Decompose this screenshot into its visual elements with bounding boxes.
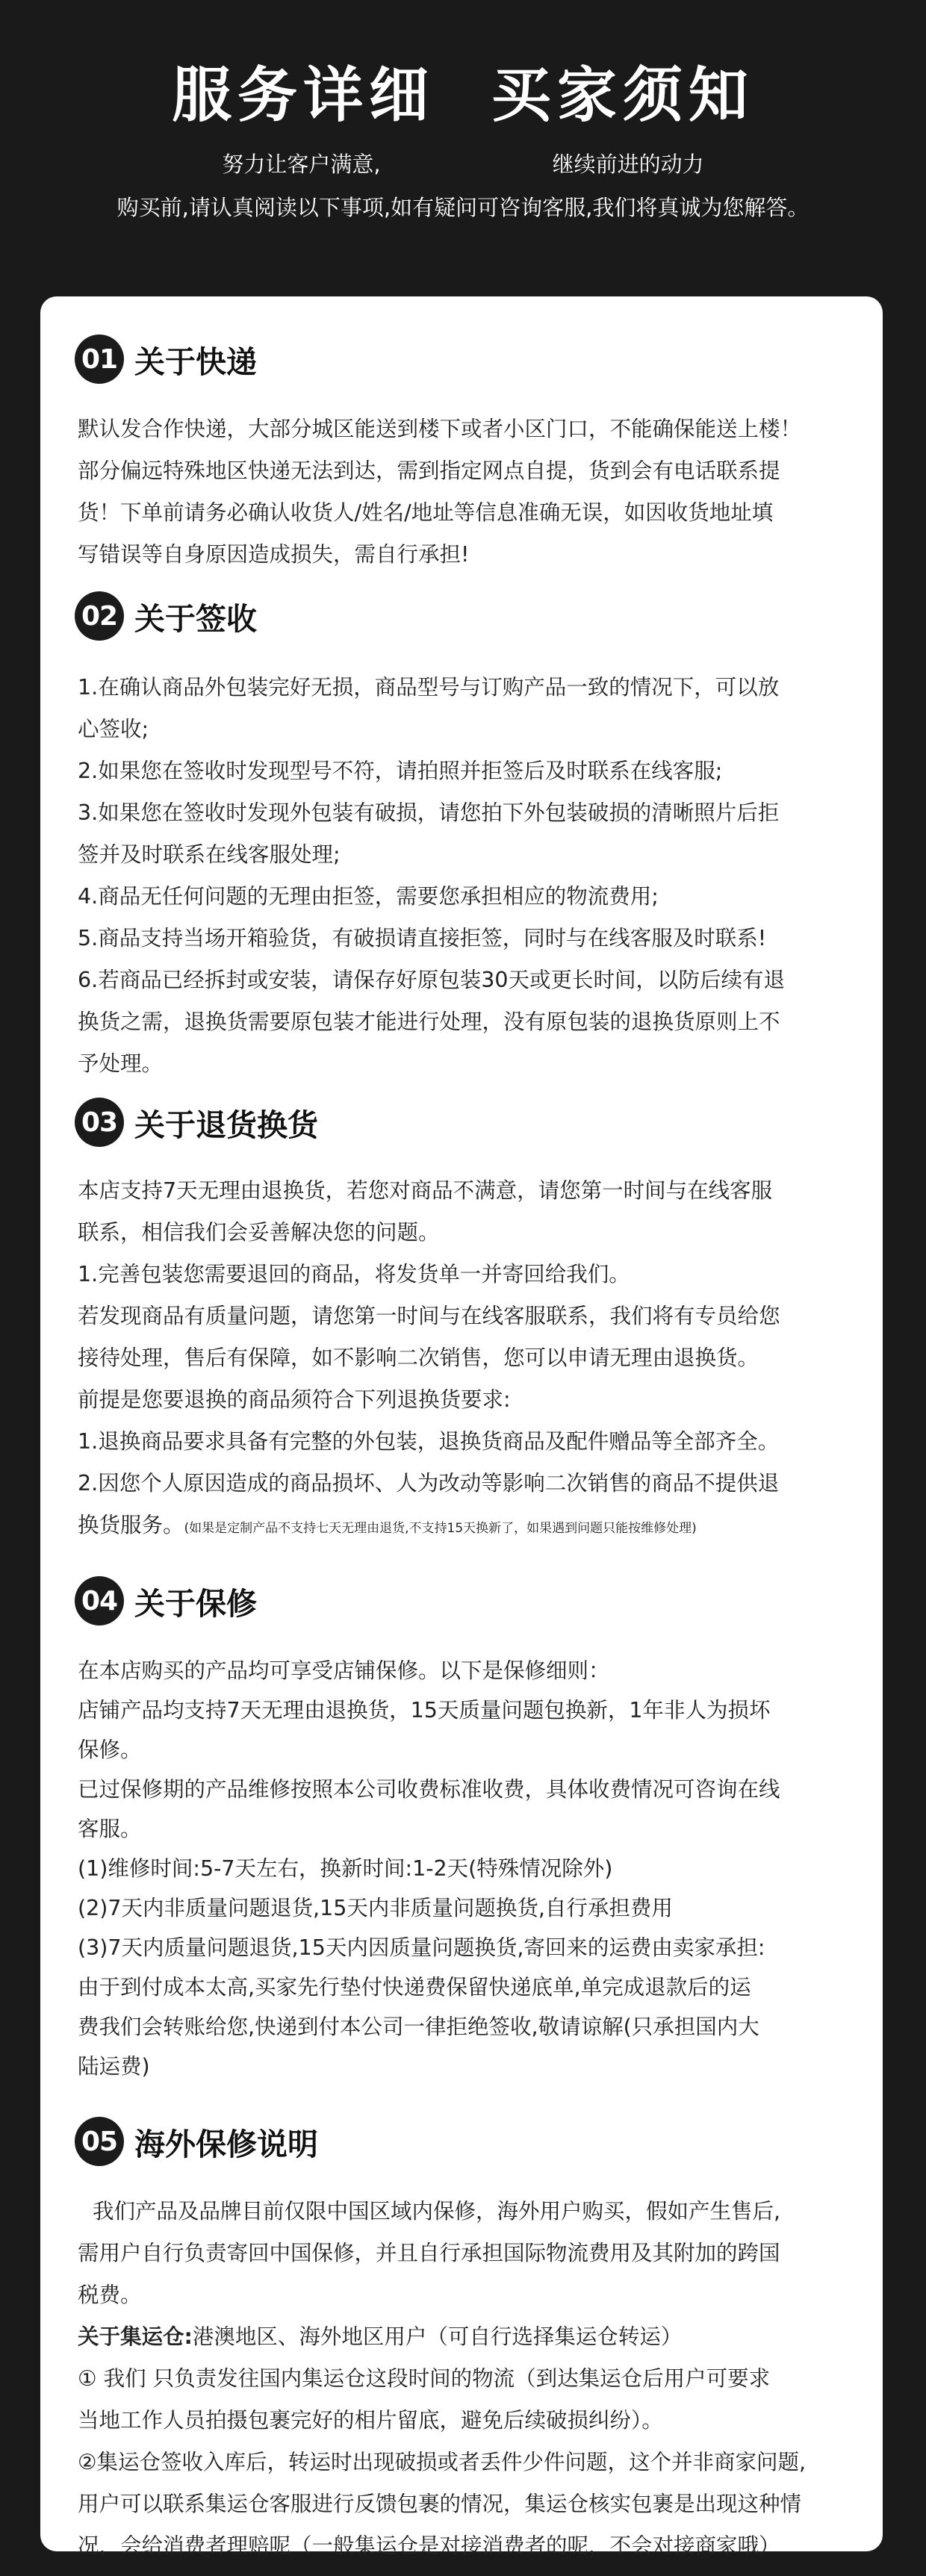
text-line: (2)7天内非质量问题退货,15天内非质量问题换货,自行承担费用 [78,1896,673,1920]
section-body-warranty [78,1651,854,2086]
text-line: 陆运费) [78,2054,150,2079]
text-line: 况，会给消费者理赔呢（一般集运仓是对接消费者的呢，不会对接商家哦） [78,2533,780,2558]
text-line: 1.完善包装您需要退回的商品，将发货单一并寄回给我们。 [78,1262,630,1287]
text-line: 1.在确认商品外包装完好无损，商品型号与订购产品一致的情况下，可以放 [78,675,780,700]
section-heading: 关于退货换货 [134,1107,318,1143]
text-line [78,2316,869,2358]
section-title-overseas [75,2115,318,2168]
text-line-rest: 港澳地区、海外地区用户（可自行选择集运仓转运） [192,2324,683,2349]
text-line: 默认发合作快递，大部分城区能送到楼下或者小区门口，不能确保能送上楼！ [78,417,802,441]
text-line: 需用户自行负责寄回中国保修，并且自行承担国际物流费用及其附加的跨国 [78,2241,780,2265]
text-line: 写错误等自身原因造成损失，需自行承担! [78,542,470,567]
text-line: 换货之需，退换货需要原包装才能进行处理，没有原包装的退换货原则上不 [78,1009,780,1034]
slogan-right: 继续前进的动力 [552,152,704,177]
transit-warehouse-label: 关于集运仓: [78,2324,193,2349]
custom-product-note: (如果是定制产品不支持七天无理由退货,不支持15天换新了，如果遇到问题只能按维修处理) [184,1521,697,1536]
text-line: 在本店购买的产品均可享受店铺保修。以下是保修细则： [78,1658,610,1683]
section-heading: 海外保修说明 [134,2126,318,2162]
text-line: 心签收; [78,717,149,741]
section-title-delivery [75,332,257,386]
text-line: 5.商品支持当场开箱验货，有破损请直接拒签，同时与在线客服及时联系! [78,926,767,951]
text-line: 6.若商品已经拆封或安装，请保存好原包装30天或更长时间，以防后续有退 [78,968,785,992]
text-line: 已过保修期的产品维修按照本公司收费标准收费，具体收费情况可咨询在线 [78,1777,780,1802]
section-number-badge: 05 [75,2117,124,2166]
section-title-returns [75,1095,318,1149]
section-title-signing [75,589,257,643]
section-number-badge: 01 [75,335,124,384]
text-line-end: 换货服务。 [78,1513,184,1537]
section-number-badge: 03 [75,1098,124,1147]
text-line: 税费。 [78,2283,142,2307]
text-line: 货！下单前请务必确认收货人/姓名/地址等信息准确无误，如因收货地址填 [78,500,774,525]
text-line: 店铺产品均支持7天无理由退换货，15天质量问题包换新，1年非人为损坏 [78,1698,771,1723]
header-slogan [0,149,926,179]
text-line: (3)7天内质量问题退货,15天内因质量问题换货,寄回来的运费由卖家承担: [78,1935,765,1960]
section-heading: 关于快递 [134,343,257,380]
text-line: 予处理。 [78,1051,164,1076]
text-line: 2.如果您在签收时发现型号不符，请拍照并拒签后及时联系在线客服; [78,759,723,783]
text-line: 4.商品无任何问题的无理由拒签，需要您承担相应的物流费用; [78,884,659,909]
text-line: (1)维修时间:5-7天左右，换新时间:1-2天(特殊情况除外) [78,1856,613,1881]
section-number-badge: 02 [75,591,124,641]
info-card [40,296,883,2558]
header-notice: 购买前,请认真阅读以下事项,如有疑问可咨询客服,我们将真诚为您解答。 [116,195,810,220]
section-title-warranty [75,1574,257,1628]
text-line: 1.退换商品要求具备有完整的外包装，退换货商品及配件赠品等全部齐全。 [78,1429,780,1454]
text-line: 客服。 [78,1817,142,1841]
text-line: 联系，相信我们会妥善解决您的问题。 [78,1220,440,1245]
section-body-returns [78,1170,854,1549]
section-heading: 关于签收 [134,600,257,637]
text-line: ②集运仓签收入库后，转运时出现破损或者丢件少件问题，这个并非商家问题, [78,2450,807,2474]
text-line: 部分偏远特殊地区快递无法到达，需到指定网点自提，货到会有电话联系提 [78,458,780,483]
text-line: 本店支持7天无理由退换货，若您对商品不满意，请您第一时间与在线客服 [78,1178,773,1203]
text-line: 保修。 [78,1737,142,1762]
text-line: 用户可以联系集运仓客服进行反馈包裹的情况，集运仓核实包裹是出现这种情 [78,2492,802,2516]
page-header [0,0,926,295]
section-body-overseas [78,2191,869,2567]
text-line: 前提是您要退换的商品须符合下列退换货要求: [78,1387,511,1412]
section-heading: 关于保修 [134,1585,257,1622]
slogan-left: 努力让客户满意, [222,152,381,177]
text-line [78,1505,854,1549]
text-line: 3.如果您在签收时发现外包装有破损，请您拍下外包装破损的清晰照片后拒 [78,800,780,825]
text-line: 签并及时联系在线客服处理; [78,842,341,867]
page-title: 服务详细 买家须知 [172,60,754,130]
text-line: 我们产品及品牌目前仅限中国区域内保修，海外用户购买，假如产生售后, [93,2199,781,2224]
text-line: 接待处理，售后有保障，如不影响二次销售，您可以申请无理由退换货。 [78,1345,759,1370]
text-line: 当地工作人员拍摄包裹完好的相片留底，避免后续破损纠纷）。 [78,2408,663,2433]
section-body-signing [78,667,854,1085]
text-line: 若发现商品有质量问题，请您第一时间与在线客服联系，我们将有专员给您 [78,1304,780,1328]
text-line: 由于到付成本太高,买家先行垫付快递费保留快递底单,单完成退款后的运 [78,1975,751,2000]
section-number-badge: 04 [75,1576,124,1625]
text-line: ① 我们 只负责发往国内集运仓这段时间的物流（到达集运仓后用户可要求 [78,2366,771,2391]
text-line: 2.因您个人原因造成的商品损坏、人为改动等影响二次销售的商品不提供退 [78,1471,780,1496]
text-line: 费我们会转账给您,快递到付本公司一律拒绝签收,敬请谅解(只承担国内大 [78,2015,759,2039]
section-body-delivery [78,408,854,576]
